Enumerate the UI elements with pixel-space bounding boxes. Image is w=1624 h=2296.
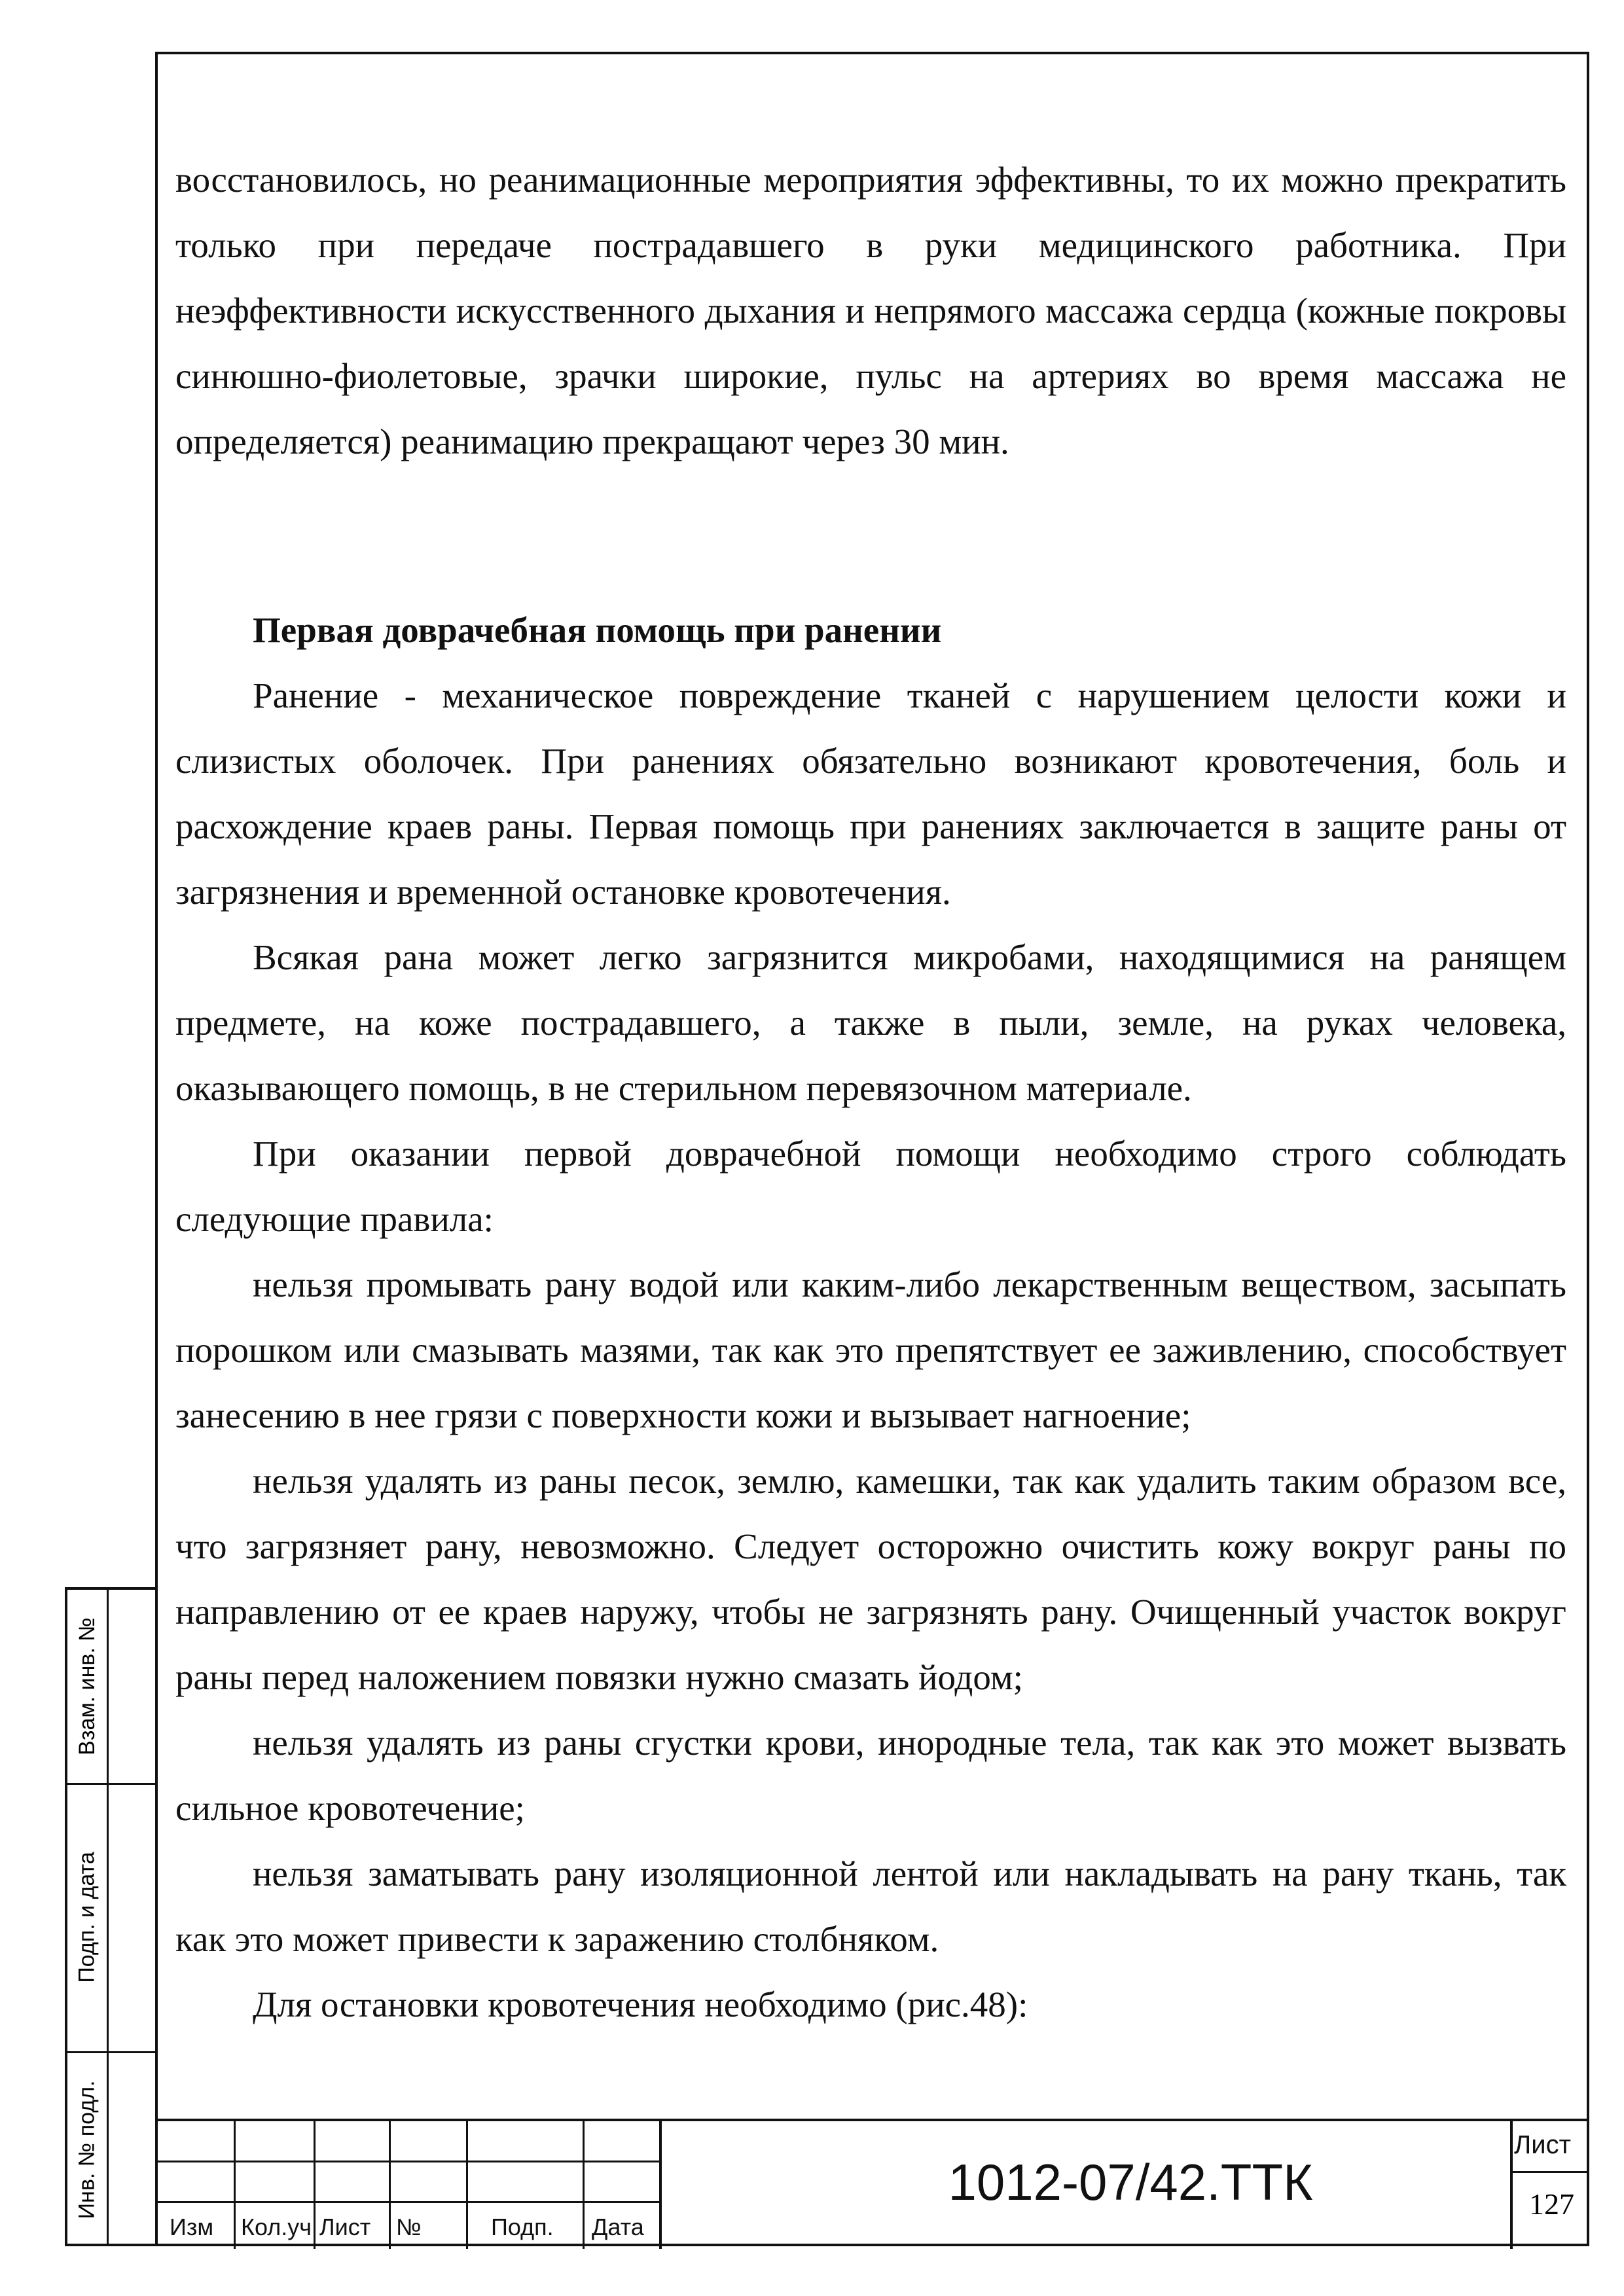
grid-line — [1510, 2121, 1513, 2249]
section-title: Первая доврачебная помощь при ранении — [253, 610, 942, 650]
sheet-number: 127 — [1529, 2187, 1574, 2221]
paragraph: нельзя промывать рану водой или каким-либо лекарственным веществом, засыпать порошком или смазывать мазями, так как это препятствует ее заживлению, способствует занесению в нее грязи с поверхности кожи и вызывает нагноение; — [175, 1265, 1566, 1435]
col-header-num: № — [396, 2214, 422, 2240]
paragraph: нельзя удалять из раны сгустки крови, инородные тела, так как это может вызвать сильное кровотечение; — [175, 1723, 1566, 1828]
col-header-data: Дата — [592, 2214, 644, 2240]
title-block — [155, 2119, 1589, 2246]
grid-line — [583, 2121, 585, 2249]
document-code: 1012-07/42.ТТК — [948, 2153, 1313, 2211]
grid-line — [234, 2121, 236, 2249]
paragraph: Для остановки кровотечения необходимо (рис.48): — [253, 1984, 1028, 2024]
grid-line — [659, 2121, 662, 2249]
paragraph: нельзя удалять из раны песок, землю, камешки, так как удалить таким образом все, что загрязняет рану, невозможно. Следует осторожно очистить кожу вокруг раны по направлению от ее краев наружу, чтобы не загрязнять рану. Очищенный участок вокруг раны перед наложением повязки нужно смазать йодом; — [175, 1461, 1566, 1697]
sidebar-stamp — [65, 1587, 155, 2246]
col-header-podp: Подп. — [491, 2214, 554, 2240]
grid-line — [1510, 2171, 1589, 2173]
col-header-kol: Кол.уч — [241, 2214, 312, 2240]
paragraph: Ранение - механическое повреждение тканей с нарушением целости кожи и слизистых оболочек. При ранениях обязательно возникают кровотечения, боль и расхождение краев раны. Первая помощь при ранениях заключается в защите раны от загрязнения и временной остановке кровотечения. — [175, 675, 1566, 912]
sidebar-label-inv: Инв. № подл. — [74, 2080, 99, 2219]
sidebar-label-podp: Подп. и дата — [74, 1851, 99, 1983]
paragraph: При оказании первой доврачебной помощи необходимо строго соблюдать следующие правила: — [175, 1134, 1566, 1239]
paragraph: восстановилось, но реанимационные мероприятия эффективны, то их можно прекратить только при передаче пострадавшего в руки медицинского работника. При неэффективности искусственного дыхания и непрямого массажа сердца (кожные покровы синюшно-фиолетовые, зрачки широкие, пульс на артериях во время массажа не определяется) реанимацию прекращают через 30 мин. — [175, 160, 1566, 461]
sheet-label: Лист — [1514, 2130, 1571, 2159]
sidebar-divider — [107, 1590, 109, 2244]
document-body — [175, 147, 1566, 2037]
grid-line — [389, 2121, 391, 2249]
col-header-izm: Изм — [170, 2214, 214, 2240]
grid-line — [466, 2121, 468, 2249]
paragraph: нельзя заматывать рану изоляционной лентой или накладывать на рану ткань, так как это может привести к заражению столбняком. — [175, 1854, 1566, 1959]
paragraph: Всякая рана может легко загрязнится микробами, находящимися на ранящем предмете, на коже пострадавшего, а также в пыли, земле, на руках человека, оказывающего помощь, в не стерильном перевязочном материале. — [175, 937, 1566, 1108]
grid-line — [314, 2121, 316, 2249]
col-header-list: Лист — [319, 2214, 371, 2240]
sidebar-label-vzam: Взам. инв. № — [74, 1617, 99, 1755]
